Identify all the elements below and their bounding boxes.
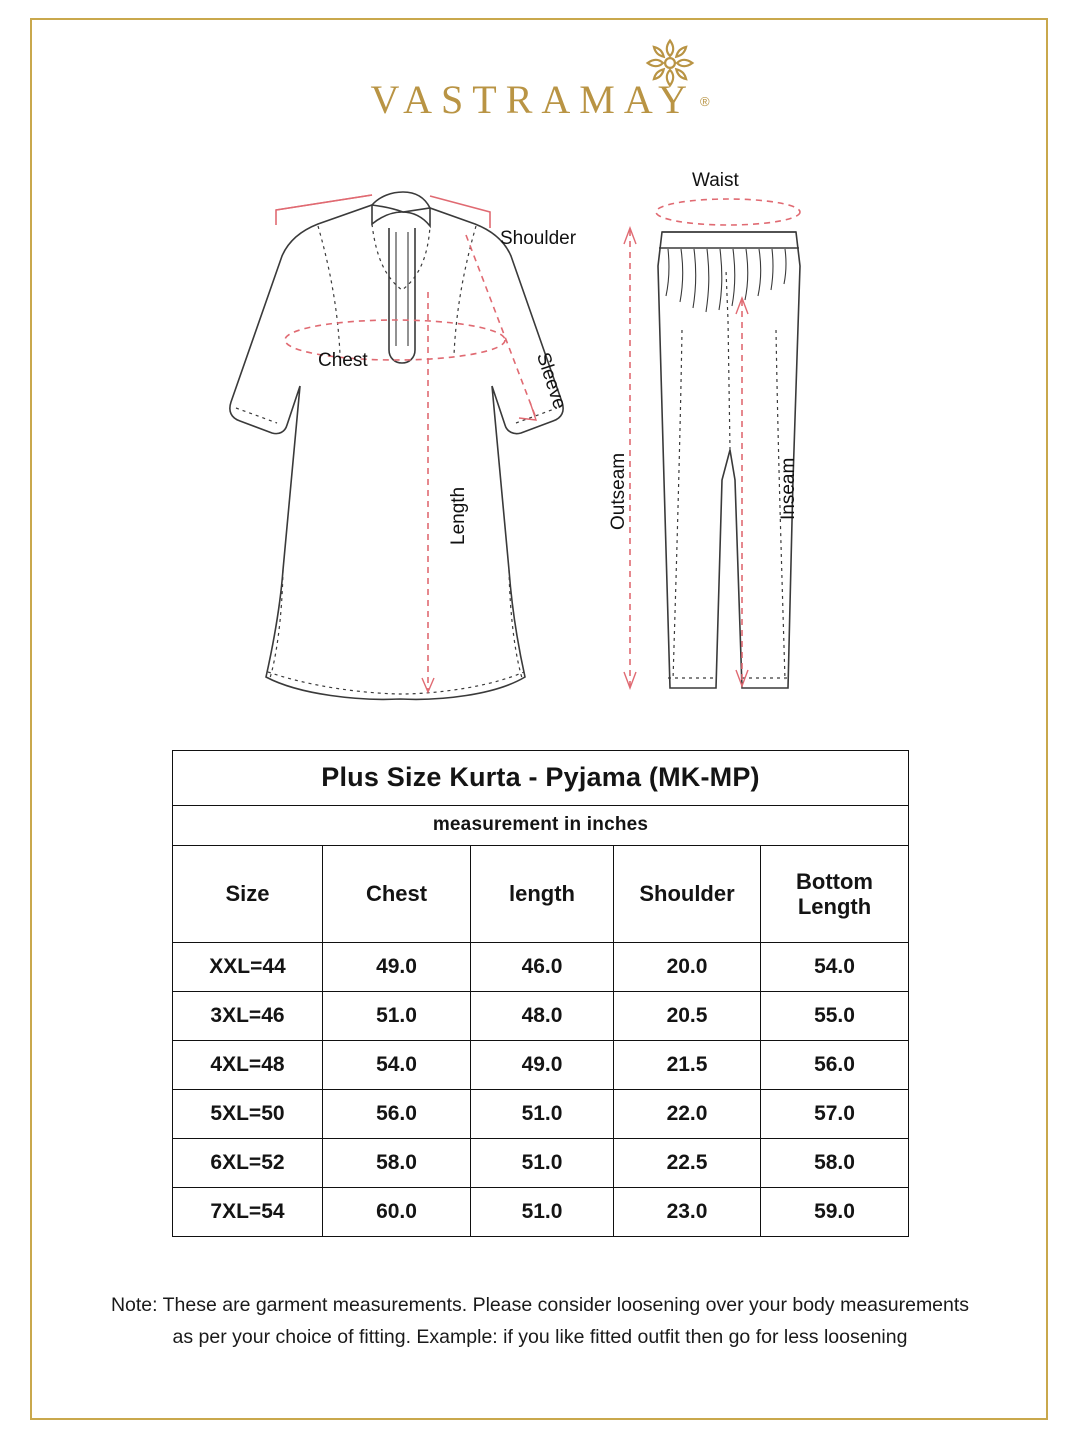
table-subtitle-row bbox=[173, 806, 909, 846]
column-header-shoulder: Shoulder bbox=[614, 846, 761, 943]
column-header-length: length bbox=[471, 846, 614, 943]
cell-bottom-length: 58.0 bbox=[761, 1139, 909, 1188]
cell-chest: 49.0 bbox=[323, 943, 471, 992]
cell-chest: 58.0 bbox=[323, 1139, 471, 1188]
cell-chest: 54.0 bbox=[323, 1041, 471, 1090]
cell-size: 5XL=50 bbox=[173, 1090, 323, 1139]
cell-size: 7XL=54 bbox=[173, 1188, 323, 1237]
table-header-row bbox=[173, 846, 909, 943]
cell-bottom-length: 54.0 bbox=[761, 943, 909, 992]
cell-size: XXL=44 bbox=[173, 943, 323, 992]
table-row bbox=[173, 943, 909, 992]
measurement-diagram bbox=[0, 150, 1080, 730]
note-line-2: as per your choice of fitting. Example: if you like fitted outfit then go for less loosening bbox=[172, 1325, 908, 1348]
cell-chest: 56.0 bbox=[323, 1090, 471, 1139]
table-title: Plus Size Kurta - Pyjama (MK-MP) bbox=[173, 751, 909, 806]
note-line-1: Note: These are garment measurements. Please consider loosening over your body measurements bbox=[110, 1294, 970, 1316]
registered-mark: ® bbox=[699, 94, 710, 109]
size-chart-table bbox=[172, 750, 909, 1237]
cell-length: 51.0 bbox=[471, 1139, 614, 1188]
table-row bbox=[173, 1041, 909, 1090]
kurta-illustration bbox=[230, 192, 563, 699]
table-row bbox=[173, 1090, 909, 1139]
cell-shoulder: 20.0 bbox=[614, 943, 761, 992]
cell-size: 3XL=46 bbox=[173, 992, 323, 1041]
column-header-size: Size bbox=[173, 846, 323, 943]
column-header-bottom-line1: Bottom bbox=[796, 868, 873, 894]
floral-emblem-icon bbox=[635, 28, 705, 98]
table-row bbox=[173, 1139, 909, 1188]
label-outseam: Outseam bbox=[608, 452, 629, 530]
column-header-bottom-line2: Length bbox=[797, 894, 872, 919]
cell-length: 48.0 bbox=[471, 992, 614, 1041]
cell-shoulder: 23.0 bbox=[614, 1188, 761, 1237]
column-header-chest: Chest bbox=[323, 846, 471, 943]
cell-length: 51.0 bbox=[471, 1090, 614, 1139]
cell-chest: 51.0 bbox=[323, 992, 471, 1041]
cell-bottom-length: 57.0 bbox=[761, 1090, 909, 1139]
note-text bbox=[50, 1290, 1030, 1353]
brand-header bbox=[0, 40, 1080, 123]
table-subtitle: measurement in inches bbox=[173, 806, 909, 846]
label-sleeve: Sleeve bbox=[532, 350, 570, 412]
cell-length: 49.0 bbox=[471, 1041, 614, 1090]
table-title-row bbox=[173, 751, 909, 806]
cell-size: 6XL=52 bbox=[173, 1139, 323, 1188]
brand-logo bbox=[635, 28, 705, 102]
table-row bbox=[173, 992, 909, 1041]
pyjama-measure-lines bbox=[624, 199, 800, 688]
brand-name: VASTRAMAY bbox=[370, 77, 696, 122]
cell-size: 4XL=48 bbox=[173, 1041, 323, 1090]
cell-shoulder: 21.5 bbox=[614, 1041, 761, 1090]
cell-shoulder: 22.0 bbox=[614, 1090, 761, 1139]
cell-shoulder: 22.5 bbox=[614, 1139, 761, 1188]
label-shoulder: Shoulder bbox=[500, 228, 577, 249]
label-length: Length bbox=[448, 486, 469, 545]
cell-chest: 60.0 bbox=[323, 1188, 471, 1237]
label-chest: Chest bbox=[318, 350, 368, 371]
cell-bottom-length: 56.0 bbox=[761, 1041, 909, 1090]
table-row bbox=[173, 1188, 909, 1237]
cell-shoulder: 20.5 bbox=[614, 992, 761, 1041]
cell-bottom-length: 55.0 bbox=[761, 992, 909, 1041]
label-inseam: Inseam bbox=[778, 457, 799, 520]
cell-length: 51.0 bbox=[471, 1188, 614, 1237]
cell-length: 46.0 bbox=[471, 943, 614, 992]
column-header-bottom-length bbox=[761, 846, 909, 943]
label-waist: Waist bbox=[692, 170, 739, 191]
cell-bottom-length: 59.0 bbox=[761, 1188, 909, 1237]
